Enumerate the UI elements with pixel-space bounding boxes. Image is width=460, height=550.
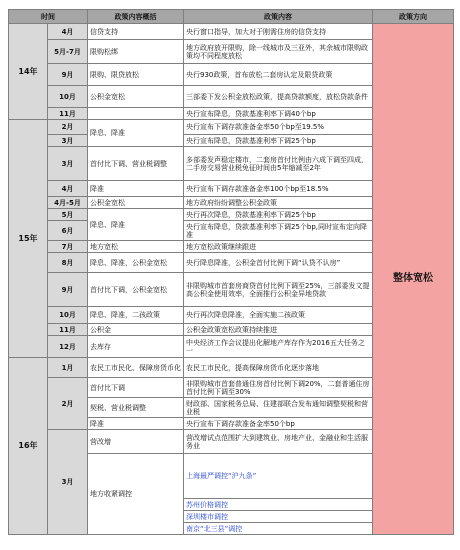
- summary-cell: 信贷支持: [88, 24, 184, 40]
- content-cell: 多部委发声稳定楼市，二套房首付比例由六成下调至四成，二手房交易营业税免征时间由5年缩减至2年: [184, 147, 373, 181]
- content-cell: 公积金政策宽松政策持续推进: [184, 324, 373, 336]
- month-cell: 1月: [48, 358, 88, 378]
- header-time: 时间: [9, 10, 88, 24]
- content-cell: 央行宣布下调存款准备金率50个bp: [184, 418, 373, 430]
- content-cell: 央行宣布下调存款准备金率100个bp至18.5%: [184, 181, 373, 197]
- content-cell: 苏州价格调控: [184, 499, 373, 511]
- year-cell: 16年: [9, 358, 48, 535]
- policy-table: [8, 9, 454, 535]
- summary-cell: 首付比下调，公积金宽松: [88, 273, 184, 307]
- content-cell: 非限购城市首套房商贷首付比例下调至25%，三部委发文提高公积金使用效率，全面推行公积金异地贷款: [184, 273, 373, 307]
- summary-cell: 降息、降准，二孩政策: [88, 307, 184, 324]
- content-cell: 营改增试点范围扩大到建筑业、房地产业、金融业和生活服务业: [184, 430, 373, 454]
- table-row: [9, 24, 454, 40]
- summary-cell: 去库存: [88, 336, 184, 358]
- content-cell: 农民工市民化，提高保障房货币化逐步落地: [184, 358, 373, 378]
- content-cell: 央行930政策，首布放松二套房认定及限贷政策: [184, 64, 373, 86]
- month-cell: 11月: [48, 108, 88, 120]
- summary-cell: 地方收紧调控: [88, 454, 184, 535]
- content-cell: 地方政府纷纷调整公积金政策: [184, 197, 373, 209]
- header-content: 政策内容: [184, 10, 373, 24]
- summary-cell: 首付比下调: [88, 378, 184, 398]
- content-cell: 央行宣布降息，贷款基准利率下调25个bp: [184, 135, 373, 147]
- month-cell: 9月: [48, 64, 88, 86]
- summary-cell: 地方宽松: [88, 241, 184, 253]
- summary-cell: 降息、降准: [88, 209, 184, 241]
- summary-cell: 降息、降准，公积金宽松: [88, 253, 184, 273]
- month-cell: 2月: [48, 378, 88, 430]
- content-cell: 上海最严调控“沪九条”: [184, 454, 373, 499]
- header-summary: 政策内容概括: [88, 10, 184, 24]
- content-cell: 央行再次降息，贷款基准利率下调25个bp: [184, 209, 373, 221]
- summary-cell: [88, 108, 184, 120]
- content-cell: 非限购城市首套普通住房首付比例下调20%，二套普通住房首付比例下调至30%: [184, 378, 373, 398]
- month-cell: 10月: [48, 307, 88, 324]
- content-cell: 深圳楼市调控: [184, 511, 373, 523]
- content-cell: 央行宣布降息，贷款基准利率下调25个bp,同时宣布定向降准: [184, 221, 373, 241]
- header-row: [9, 10, 454, 24]
- summary-cell: 降息、降准: [88, 120, 184, 147]
- summary-cell: 限购、限贷放松: [88, 64, 184, 86]
- month-cell: 12月: [48, 336, 88, 358]
- content-cell: 财政部、国家税务总局、住建部联合发布通知调整契税和营业税: [184, 398, 373, 418]
- month-cell: 11月: [48, 324, 88, 336]
- content-cell: 地方宽松政策继续跟进: [184, 241, 373, 253]
- month-cell: 7月: [48, 241, 88, 253]
- summary-cell: 农民工市民化、保障房货币化: [88, 358, 184, 378]
- summary-cell: 契税、营业税调整: [88, 398, 184, 418]
- month-cell: 3月: [48, 147, 88, 181]
- content-cell: 央行降息降准，公积金首付比例下调“认贷不认房”: [184, 253, 373, 273]
- month-cell: 8月: [48, 253, 88, 273]
- month-cell: 5月: [48, 209, 88, 221]
- summary-cell: 限购松绑: [88, 40, 184, 64]
- month-cell: 3月: [48, 135, 88, 147]
- summary-cell: 公积金宽松: [88, 86, 184, 108]
- header-direction: 政策方向: [373, 10, 454, 24]
- month-cell: 4月-5月: [48, 197, 88, 209]
- summary-cell: 首付比下调、营业税调整: [88, 147, 184, 181]
- content-cell: 央行再次降息降准，全面实施二孩政策: [184, 307, 373, 324]
- content-cell: 央行窗口指导，加大对于刚需住房的信贷支持: [184, 24, 373, 40]
- content-cell: 南京“北三县”调控: [184, 523, 373, 535]
- month-cell: 2月: [48, 120, 88, 135]
- summary-cell: 公积金宽松: [88, 197, 184, 209]
- year-cell: 15年: [9, 120, 48, 358]
- month-cell: 6月: [48, 221, 88, 241]
- content-cell: 地方政府放开限购，除一线城市及三亚外，其余城市限购政策均不同程度放松: [184, 40, 373, 64]
- month-cell: 4月: [48, 24, 88, 40]
- content-cell: 央行宣布降息，贷款基准利率下调40个bp: [184, 108, 373, 120]
- month-cell: 3月: [48, 430, 88, 535]
- summary-cell: 降准: [88, 181, 184, 197]
- direction-overall-loose: 整体宽松: [373, 24, 454, 535]
- content-cell: 三部委下发公积金放松政策，提高贷款额度，放松贷款条件: [184, 86, 373, 108]
- year-cell: 14年: [9, 24, 48, 120]
- summary-cell: 公积金: [88, 324, 184, 336]
- month-cell: 5月-7月: [48, 40, 88, 64]
- content-cell: 中央经济工作会议提出化解地产库存作为2016五大任务之一: [184, 336, 373, 358]
- month-cell: 4月: [48, 181, 88, 197]
- content-cell: 央行宣布下调存款准备金率50个bp至19.5%: [184, 120, 373, 135]
- summary-cell: 营改增: [88, 430, 184, 454]
- summary-cell: 降准: [88, 418, 184, 430]
- month-cell: 10月: [48, 86, 88, 108]
- month-cell: 9月: [48, 273, 88, 307]
